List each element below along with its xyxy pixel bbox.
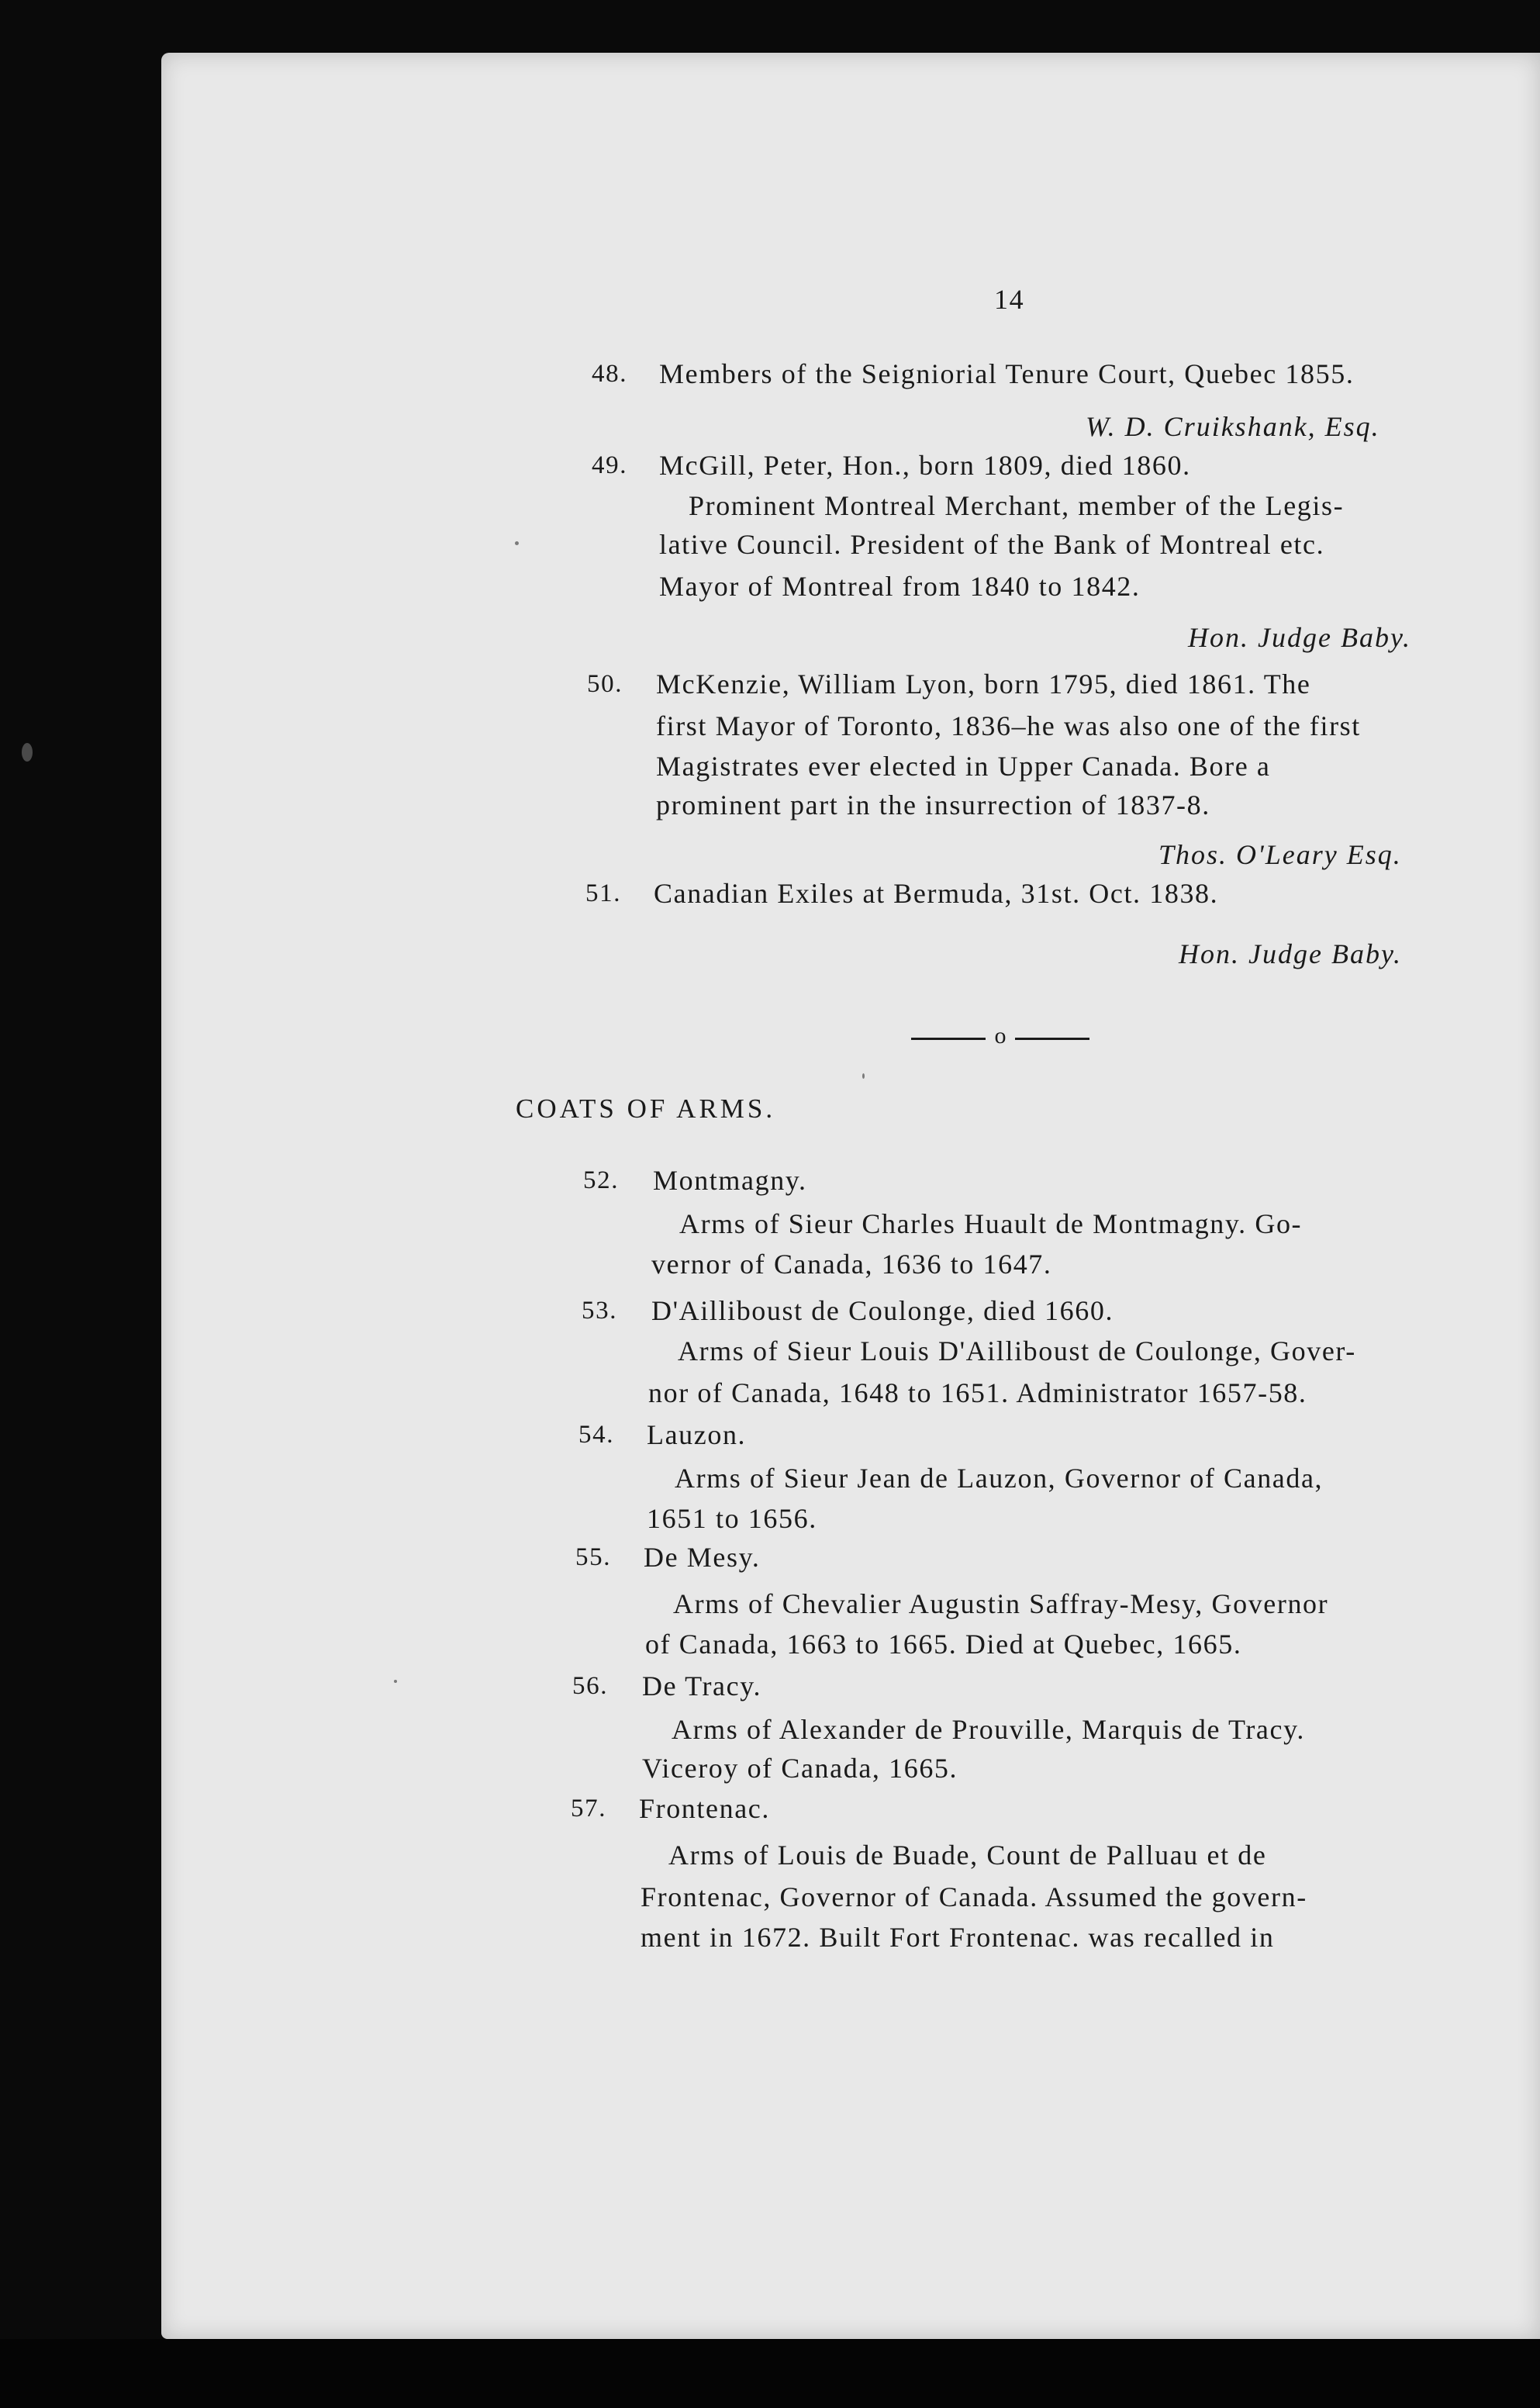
entry-text: Viceroy of Canada, 1665. <box>642 1753 958 1784</box>
entry-text: vernor of Canada, 1636 to 1647. <box>651 1249 1052 1280</box>
entry-text: Canadian Exiles at Bermuda, 31st. Oct. 1838. <box>654 878 1219 909</box>
entry-number: 56. <box>572 1672 609 1700</box>
entry-number: 52. <box>583 1166 620 1194</box>
book-page <box>161 53 1540 2339</box>
section-heading: COATS OF ARMS. <box>516 1093 776 1124</box>
entry-credit: Hon. Judge Baby. <box>1179 938 1402 969</box>
entry-text: Members of the Seigniorial Tenure Court, Quebec 1855. <box>659 358 1355 389</box>
entry-title: De Mesy. <box>644 1542 761 1573</box>
entry-text: Arms of Alexander de Prouville, Marquis de Tracy. <box>672 1714 1305 1745</box>
entry-text: prominent part in the insurrection of 1837-8. <box>656 789 1210 821</box>
entry-number: 53. <box>582 1297 618 1325</box>
entry-title: De Tracy. <box>642 1670 762 1701</box>
entry-number: 54. <box>578 1421 615 1449</box>
entry-text: Arms of Sieur Louis D'Ailliboust de Coulonge, Gover- <box>678 1335 1356 1366</box>
entry-text: Mayor of Montreal from 1840 to 1842. <box>659 571 1141 602</box>
entry-number: 49. <box>592 451 628 479</box>
entry-credit: Hon. Judge Baby. <box>1188 622 1411 653</box>
entry-text: of Canada, 1663 to 1665. Died at Quebec, 1665. <box>645 1629 1242 1660</box>
entry-text: nor of Canada, 1648 to 1651. Administrator 1657-58. <box>648 1377 1307 1408</box>
entry-text: Frontenac, Governor of Canada. Assumed the govern- <box>641 1881 1307 1912</box>
entry-text: Arms of Sieur Jean de Lauzon, Governor of Canada, <box>675 1463 1324 1494</box>
entry-title: Montmagny. <box>653 1165 807 1196</box>
section-separator <box>911 1023 1089 1051</box>
entry-title: Frontenac. <box>639 1793 770 1824</box>
entry-text: McGill, Peter, Hon., born 1809, died 1860. <box>659 450 1191 481</box>
scan-speck <box>862 1073 865 1079</box>
entry-number: 51. <box>585 879 622 907</box>
page-number: 14 <box>994 284 1025 315</box>
entry-text: 1651 to 1656. <box>647 1503 817 1534</box>
separator-rule-left <box>911 1038 986 1040</box>
entry-title: Lauzon. <box>647 1419 747 1450</box>
scan-speck <box>515 541 519 545</box>
entry-credit: W. D. Cruikshank, Esq. <box>1086 411 1380 442</box>
entry-text: Magistrates ever elected in Upper Canada. Bore a <box>656 751 1271 782</box>
entry-credit: Thos. O'Leary Esq. <box>1158 839 1402 870</box>
scan-speck <box>22 743 33 762</box>
scan-speck <box>394 1680 397 1683</box>
entry-number: 57. <box>571 1795 607 1822</box>
entry-text: Prominent Montreal Merchant, member of the Legis- <box>689 490 1345 521</box>
entry-text: Arms of Louis de Buade, Count de Palluau et de <box>668 1840 1267 1871</box>
separator-rule-right <box>1015 1038 1089 1040</box>
separator-mark: o <box>994 1023 1007 1049</box>
entry-text: lative Council. President of the Bank of Montreal etc. <box>659 529 1325 560</box>
entry-text: first Mayor of Toronto, 1836–he was also one of the first <box>656 710 1361 741</box>
entry-text: McKenzie, William Lyon, born 1795, died 1861. The <box>656 669 1311 700</box>
entry-text: Arms of Chevalier Augustin Saffray-Mesy, Governor <box>673 1588 1329 1619</box>
scan-border-bottom <box>0 2339 1540 2408</box>
entry-title: D'Ailliboust de Coulonge, died 1660. <box>651 1295 1114 1326</box>
entry-text: Arms of Sieur Charles Huault de Montmagny. Go- <box>679 1208 1303 1239</box>
entry-number: 48. <box>592 360 628 388</box>
entry-text: ment in 1672. Built Fort Frontenac. was recalled in <box>641 1922 1275 1953</box>
entry-number: 50. <box>587 670 623 698</box>
entry-number: 55. <box>575 1543 612 1571</box>
